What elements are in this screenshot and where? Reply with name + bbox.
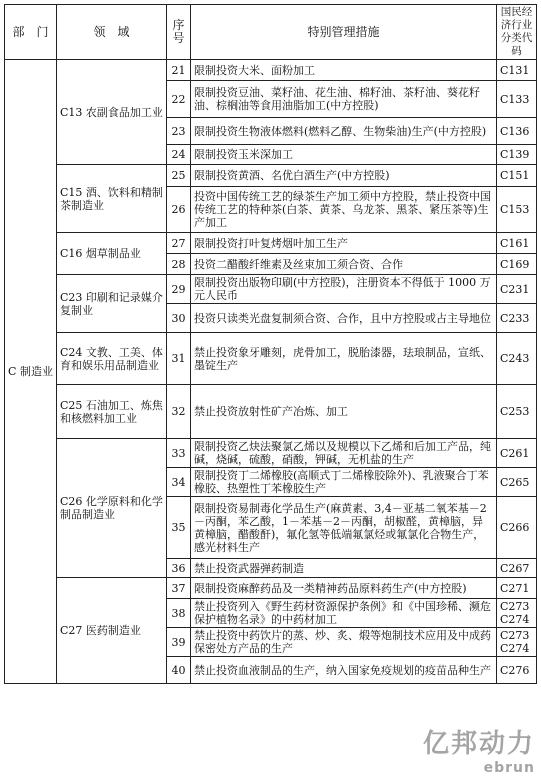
- table-body: [5, 60, 537, 684]
- table-row: [5, 60, 537, 81]
- measure-cell: 限制投资乙炔法聚氯乙烯以及规模以下乙烯和后加工产品，纯碱，烧碱，硫酸，硝酸，钾碱，无机盐的生产: [191, 439, 497, 468]
- code-cell: C233: [497, 304, 537, 333]
- measure-cell: 限制投资打叶复烤烟叶加工生产: [191, 233, 497, 254]
- seq-cell: 37: [167, 578, 191, 599]
- seq-cell: 30: [167, 304, 191, 333]
- table-row: [5, 165, 537, 187]
- measure-cell: 限制投资黄酒、名优白酒生产(中方控股): [191, 165, 497, 187]
- watermark-line2: ebrun: [483, 760, 535, 776]
- seq-cell: 21: [167, 60, 191, 81]
- seq-cell: 29: [167, 275, 191, 304]
- watermark-line1: 亿邦动力: [422, 729, 535, 759]
- field-cell: C16 烟草制品业: [57, 233, 167, 275]
- code-cell: C151: [497, 165, 537, 187]
- seq-cell: 35: [167, 497, 191, 559]
- code-cell: C273 C274: [497, 628, 537, 657]
- measure-cell: 限制投资大米、面粉加工: [191, 60, 497, 81]
- measure-cell: 投资中国传统工艺的绿茶生产加工须中方控股，禁止投资中国传统工艺的特种茶(白茶、黄茶、乌龙茶、黑茶、紧压茶等)生产加工: [191, 187, 497, 233]
- code-cell: C253: [497, 385, 537, 439]
- seq-cell: 39: [167, 628, 191, 657]
- header-code: 国民经济行业分类代码: [497, 5, 537, 60]
- code-cell: C266: [497, 497, 537, 559]
- measure-cell: 禁止投资列入《野生药材资源保护条例》和《中国珍稀、濒危保护植物名录》的中药材加工: [191, 599, 497, 628]
- header-seq: 序号: [167, 5, 191, 60]
- code-cell: C161: [497, 233, 537, 254]
- seq-cell: 32: [167, 385, 191, 439]
- field-cell: C24 文教、工美、体育和娱乐用品制造业: [57, 333, 167, 385]
- code-cell: C131: [497, 60, 537, 81]
- seq-cell: 33: [167, 439, 191, 468]
- table-row: [5, 439, 537, 468]
- measure-cell: 禁止投资中药饮片的蒸、炒、炙、煅等炮制技术应用及中成药保密处方产品的生产: [191, 628, 497, 657]
- code-cell: C231: [497, 275, 537, 304]
- code-cell: C243: [497, 333, 537, 385]
- measure-cell: 限制投资玉米深加工: [191, 145, 497, 165]
- code-cell: C273 C274: [497, 599, 537, 628]
- measure-cell: 限制投资麻醉药品及一类精神药品原料药生产(中方控股): [191, 578, 497, 599]
- code-cell: C153: [497, 187, 537, 233]
- measure-cell: 限制投资生物液体燃料(燃料乙醇、生物柴油)生产(中方控股): [191, 118, 497, 145]
- code-cell: C265: [497, 468, 537, 497]
- measure-cell: 禁止投资放射性矿产冶炼、加工: [191, 385, 497, 439]
- measure-cell: 限制投资出版物印刷(中方控股)，注册资本不得低于 1000 万元人民币: [191, 275, 497, 304]
- code-cell: C169: [497, 254, 537, 275]
- seq-cell: 23: [167, 118, 191, 145]
- regulation-table: [4, 4, 537, 684]
- code-cell: C139: [497, 145, 537, 165]
- code-cell: C136: [497, 118, 537, 145]
- seq-cell: 38: [167, 599, 191, 628]
- table-row: [5, 275, 537, 304]
- table-row: [5, 233, 537, 254]
- measure-cell: 限制投资丁二烯橡胶(高顺式丁二烯橡胶除外)、乳液聚合丁苯橡胶、热塑性丁苯橡胶生产: [191, 468, 497, 497]
- seq-cell: 27: [167, 233, 191, 254]
- measure-cell: 禁止投资武器弹药制造: [191, 559, 497, 578]
- code-cell: C267: [497, 559, 537, 578]
- field-cell: C26 化学原料和化学制品制造业: [57, 439, 167, 578]
- code-cell: C261: [497, 439, 537, 468]
- field-cell: C13 农副食品加工业: [57, 60, 167, 165]
- table-header-row: [5, 5, 537, 60]
- seq-cell: 36: [167, 559, 191, 578]
- field-cell: C27 医药制造业: [57, 578, 167, 684]
- table-row: [5, 333, 537, 385]
- seq-cell: 28: [167, 254, 191, 275]
- measure-cell: 限制投资易制毒化学品生产(麻黄素、3,4－亚基二氧苯基－2－丙酮，苯乙酸，1－苯基－2－丙酮，胡椒醛，黄樟脑，异黄樟脑，醋酸酐)，氟化氢等低端氟氯烃或氟氯化合物生产，感光材料生产: [191, 497, 497, 559]
- code-cell: C276: [497, 657, 537, 684]
- seq-cell: 26: [167, 187, 191, 233]
- seq-cell: 24: [167, 145, 191, 165]
- header-field: 领 域: [57, 5, 167, 60]
- department-cell: C 制造业: [5, 60, 57, 684]
- code-cell: C271: [497, 578, 537, 599]
- header-measure: 特别管理措施: [191, 5, 497, 60]
- table-row: [5, 578, 537, 599]
- header-dept: 部 门: [5, 5, 57, 60]
- measure-cell: 禁止投资血液制品的生产，纳入国家免疫规划的疫苗品种生产: [191, 657, 497, 684]
- measure-cell: 投资二醋酸纤维素及丝束加工须合资、合作: [191, 254, 497, 275]
- watermark: [423, 723, 535, 776]
- seq-cell: 40: [167, 657, 191, 684]
- seq-cell: 31: [167, 333, 191, 385]
- seq-cell: 34: [167, 468, 191, 497]
- measure-cell: 限制投资豆油、菜籽油、花生油、棉籽油、茶籽油、葵花籽油、棕榈油等食用油脂加工(中方控股): [191, 81, 497, 118]
- field-cell: C15 酒、饮料和精制茶制造业: [57, 165, 167, 233]
- measure-cell: 投资只读类光盘复制须合资、合作，且中方控股或占主导地位: [191, 304, 497, 333]
- measure-cell: 禁止投资象牙雕刻，虎骨加工，脱胎漆器，珐琅制品，宣纸、墨锭生产: [191, 333, 497, 385]
- code-cell: C133: [497, 81, 537, 118]
- field-cell: C25 石油加工、炼焦和核燃料加工业: [57, 385, 167, 439]
- field-cell: C23 印刷和记录媒介复制业: [57, 275, 167, 333]
- table-row: [5, 385, 537, 439]
- seq-cell: 22: [167, 81, 191, 118]
- seq-cell: 25: [167, 165, 191, 187]
